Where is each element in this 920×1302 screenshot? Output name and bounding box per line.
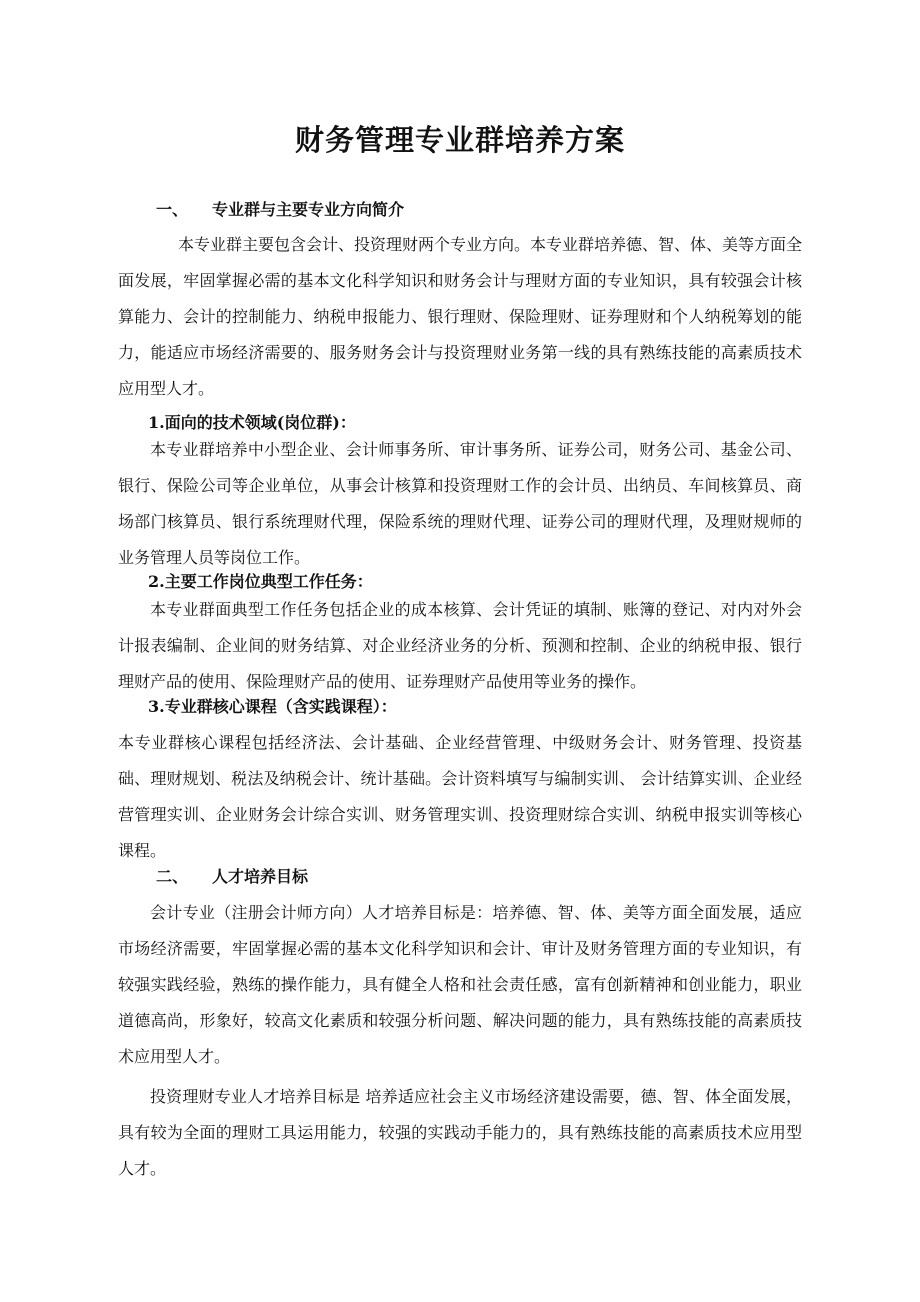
document-title: 财务管理专业群培养方案: [294, 123, 625, 157]
subsection-1-text: 本专业群培养中小型企业、会计师事务所、审计事务所、证券公司，财务公司、基金公司、银行、保险公司等企业单位，从事会计核算和投资理财工作的会计员、出纳员、车间核算员、商场部门核算员、银行系统理财代理，保险系统的理财代理、证券公司的理财代理，及理财规师的业务管理人员等岗位工作。: [118, 440, 802, 567]
section-2-paragraph-1: 会计专业（注册会计师方向）人才培养目标是：培养德、智、体、美等方面全面发展，适应市场经济需要，牢固掌握必需的基本文化科学知识和会计、审计及财务管理方面的专业知识，有较强实践经验，熟练的操作能力，具有健全人格和社会责任感，富有创新精神和创业能力，职业道德高尚，形象好，较高文化素质和较强分析问题、解决问题的能力，具有熟练技能的高素质技术应用型人才。: [118, 903, 802, 1066]
section-2-heading: [156, 864, 308, 887]
subsection-3-heading: 3.专业群核心课程（含实践课程）：: [148, 697, 397, 716]
section-1-title: 专业群与主要专业方向简介: [212, 200, 405, 219]
section-1-intro: 本专业群主要包含会计、投资理财两个专业方向。本专业群培养德、智、体、美等方面全面发展，牢固掌握必需的基本文化科学知识和财务会计与理财方面的专业知识，具有较强会计核算能力、会计的控制能力、纳税申报能力、银行理财、保险理财、证券理财和个人纳税筹划的能力，能适应市场经济需要的、服务财务会计与投资理财业务第一线的具有熟练技能的高素质技术应用型人才。: [118, 235, 803, 398]
section-2-number: 二、: [156, 867, 189, 886]
section-1-number: 一、: [156, 200, 189, 219]
subsection-3-text: 本专业群核心课程包括经济法、会计基础、企业经营管理、中级财务会计、财务管理、投资基础、理财规划、税法及纳税会计、统计基础。会计资料填写与编制实训、 会计结算实训、企业经营管理实训、企业财务会计综合实训、财务管理实训、投资理财综合实训、纳税申报实训等核心课程。: [118, 733, 802, 860]
subsection-2-heading: 2.主要工作岗位典型工作任务：: [148, 572, 373, 591]
section-1-heading: [156, 197, 404, 220]
subsection-1-heading: 1.面向的技术领域(岗位群)：: [148, 413, 356, 432]
subsection-2-text: 本专业群面典型工作任务包括企业的成本核算、会计凭证的填制、账簿的登记、对内对外会计报表编制、企业间的财务结算、对企业经济业务的分析、预测和控制、企业的纳税申报、银行理财产品的使用、保险理财产品的使用、证券理财产品使用等业务的操作。: [118, 600, 802, 691]
section-2-title: 人才培养目标: [212, 867, 309, 886]
section-2-paragraph-2: 投资理财专业人才培养目标是 培养适应社会主义市场经济建设需要，德、智、体全面发展，具有较为全面的理财工具运用能力，较强的实践动手能力的，具有熟练技能的高素质技术应用型人才。: [118, 1087, 802, 1178]
